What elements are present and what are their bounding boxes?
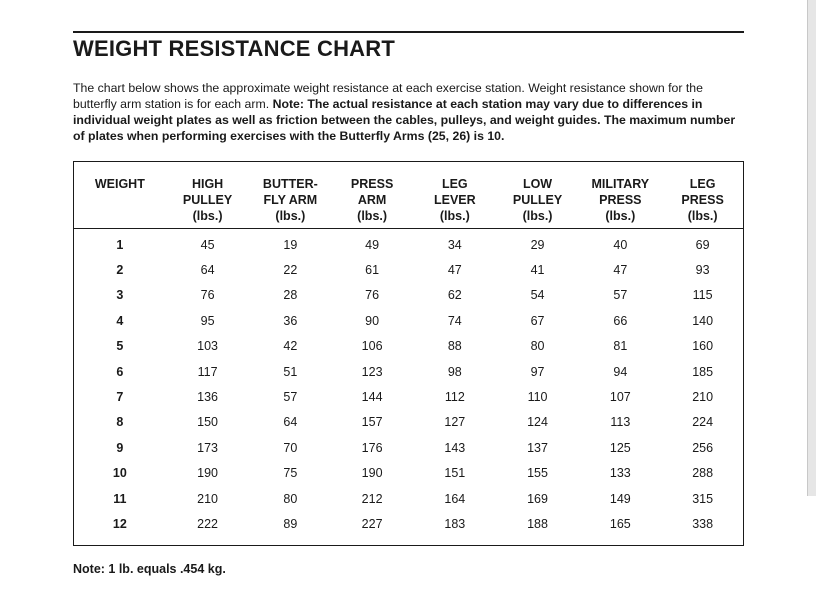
column-header bbox=[249, 162, 331, 229]
intro-paragraph bbox=[73, 80, 744, 144]
resistance-cell: 157 bbox=[361, 415, 383, 430]
resistance-cell: 76 bbox=[365, 288, 380, 303]
resistance-cell: 57 bbox=[283, 390, 298, 405]
resistance-cell: 165 bbox=[609, 516, 631, 531]
resistance-cell: 137 bbox=[527, 440, 548, 455]
table-row bbox=[74, 435, 743, 460]
resistance-cell: 315 bbox=[692, 491, 714, 506]
resistance-cell: 125 bbox=[609, 440, 631, 455]
resistance-cell: 164 bbox=[444, 491, 466, 506]
resistance-cell: 74 bbox=[447, 313, 462, 328]
resistance-cell: 94 bbox=[613, 364, 628, 379]
resistance-cell: 51 bbox=[283, 364, 298, 379]
column-header-line: PULLEY bbox=[512, 193, 563, 207]
column-header-line: (lbs.) bbox=[687, 209, 718, 223]
column-header-line: BUTTER- bbox=[262, 177, 318, 191]
resistance-cell: 54 bbox=[530, 288, 545, 303]
column-header bbox=[413, 162, 497, 229]
weight-cell: 5 bbox=[116, 339, 124, 354]
resistance-cell: 107 bbox=[609, 390, 631, 405]
resistance-cell: 76 bbox=[200, 288, 215, 303]
resistance-cell: 34 bbox=[447, 237, 462, 252]
page-title: WEIGHT RESISTANCE CHART bbox=[73, 36, 395, 61]
resistance-cell: 64 bbox=[200, 263, 215, 278]
resistance-cell: 288 bbox=[692, 466, 714, 481]
table-row bbox=[74, 384, 743, 409]
weight-cell: 11 bbox=[113, 491, 127, 506]
column-header-line: PRESS bbox=[599, 193, 642, 207]
resistance-cell: 47 bbox=[447, 263, 462, 278]
weight-cell: 7 bbox=[116, 390, 124, 405]
weight-cell: 1 bbox=[116, 237, 124, 252]
resistance-cell: 123 bbox=[361, 364, 383, 379]
resistance-cell: 136 bbox=[197, 390, 218, 405]
resistance-cell: 212 bbox=[361, 491, 383, 506]
resistance-cell: 80 bbox=[283, 491, 298, 506]
table-row bbox=[74, 359, 743, 384]
column-header bbox=[74, 162, 166, 229]
resistance-cell: 144 bbox=[361, 390, 383, 405]
column-header-line: PRESS bbox=[681, 193, 724, 207]
resistance-cell: 227 bbox=[361, 516, 383, 531]
resistance-cell: 210 bbox=[197, 491, 218, 506]
resistance-cell: 188 bbox=[527, 516, 548, 531]
column-header-line: MILITARY bbox=[591, 177, 650, 191]
column-header-line: (lbs.) bbox=[275, 209, 306, 223]
column-header-line: (lbs.) bbox=[605, 209, 636, 223]
resistance-cell: 29 bbox=[530, 237, 545, 252]
column-header-line: WEIGHT bbox=[94, 177, 145, 191]
resistance-cell: 210 bbox=[692, 390, 714, 405]
column-header-line: (lbs.) bbox=[439, 209, 470, 223]
resistance-cell: 36 bbox=[283, 313, 298, 328]
resistance-cell: 143 bbox=[444, 440, 466, 455]
resistance-cell: 338 bbox=[692, 516, 714, 531]
conversion-footnote: Note: 1 lb. equals .454 kg. bbox=[73, 562, 226, 576]
page-edge-strip bbox=[807, 0, 816, 496]
resistance-cell: 117 bbox=[197, 364, 218, 379]
resistance-cell: 176 bbox=[361, 440, 383, 455]
resistance-cell: 106 bbox=[361, 339, 383, 354]
resistance-cell: 124 bbox=[527, 415, 548, 430]
resistance-cell: 115 bbox=[692, 288, 713, 303]
resistance-cell: 173 bbox=[197, 440, 218, 455]
resistance-cell: 110 bbox=[527, 390, 548, 405]
table-row bbox=[74, 410, 743, 435]
resistance-cell: 62 bbox=[447, 288, 462, 303]
resistance-cell: 169 bbox=[527, 491, 548, 506]
resistance-cell: 69 bbox=[695, 237, 710, 252]
table-header-row bbox=[74, 162, 743, 229]
resistance-cell: 160 bbox=[692, 339, 714, 354]
resistance-cell: 45 bbox=[200, 237, 215, 252]
resistance-cell: 49 bbox=[365, 237, 380, 252]
weight-cell: 9 bbox=[116, 440, 124, 455]
weight-cell: 8 bbox=[116, 415, 124, 430]
resistance-cell: 151 bbox=[444, 466, 466, 481]
table-row bbox=[74, 283, 743, 308]
resistance-cell: 190 bbox=[197, 466, 218, 481]
resistance-cell: 93 bbox=[695, 263, 710, 278]
resistance-cell: 185 bbox=[692, 364, 714, 379]
column-header-line: PULLEY bbox=[182, 193, 233, 207]
table-row bbox=[74, 334, 743, 359]
table-row bbox=[74, 511, 743, 536]
table-row bbox=[74, 229, 743, 258]
table-row bbox=[74, 486, 743, 511]
resistance-cell: 66 bbox=[613, 313, 628, 328]
column-header-line: FLY ARM bbox=[263, 193, 318, 207]
resistance-cell: 22 bbox=[283, 263, 298, 278]
column-header-line: HIGH bbox=[191, 177, 224, 191]
resistance-cell: 75 bbox=[283, 466, 298, 481]
table-row bbox=[74, 257, 743, 282]
resistance-cell: 81 bbox=[613, 339, 628, 354]
weight-cell: 12 bbox=[112, 516, 127, 531]
column-header bbox=[662, 162, 743, 229]
resistance-cell: 127 bbox=[444, 415, 466, 430]
intro-note: Note: The actual resistance at each station may vary due to differences in individual weight plates as well as friction between the cables, pulleys, and weight guides. The maximum number of plates when performing exercises with the Butterfly Arms (25, 26) is 10. bbox=[73, 97, 736, 143]
column-header-line: LEG bbox=[689, 177, 716, 191]
resistance-table bbox=[74, 162, 743, 537]
resistance-cell: 70 bbox=[283, 440, 298, 455]
weight-cell: 3 bbox=[116, 288, 124, 303]
resistance-cell: 256 bbox=[692, 440, 714, 455]
resistance-cell: 19 bbox=[283, 237, 298, 252]
resistance-cell: 80 bbox=[530, 339, 545, 354]
column-header-line: ARM bbox=[357, 193, 387, 207]
table-row bbox=[74, 308, 743, 333]
column-header bbox=[331, 162, 413, 229]
weight-cell: 4 bbox=[116, 313, 124, 328]
column-header-line: LOW bbox=[522, 177, 553, 191]
resistance-cell: 97 bbox=[530, 364, 545, 379]
column-header bbox=[166, 162, 250, 229]
resistance-cell: 133 bbox=[609, 466, 631, 481]
resistance-table-frame bbox=[73, 161, 744, 546]
weight-cell: 2 bbox=[116, 263, 124, 278]
weight-cell: 6 bbox=[116, 364, 124, 379]
resistance-cell: 47 bbox=[613, 263, 628, 278]
resistance-cell: 42 bbox=[283, 339, 298, 354]
resistance-cell: 113 bbox=[610, 415, 631, 430]
resistance-cell: 112 bbox=[444, 390, 465, 405]
resistance-cell: 103 bbox=[197, 339, 218, 354]
resistance-cell: 190 bbox=[361, 466, 383, 481]
resistance-cell: 67 bbox=[530, 313, 545, 328]
resistance-cell: 57 bbox=[613, 288, 628, 303]
resistance-cell: 149 bbox=[609, 491, 631, 506]
column-header-line: (lbs.) bbox=[192, 209, 223, 223]
title-rule bbox=[73, 31, 744, 33]
resistance-cell: 89 bbox=[283, 516, 298, 531]
resistance-cell: 183 bbox=[444, 516, 466, 531]
column-header bbox=[578, 162, 662, 229]
column-header-line: LEG bbox=[441, 177, 468, 191]
resistance-cell: 222 bbox=[197, 516, 218, 531]
resistance-cell: 150 bbox=[197, 415, 218, 430]
resistance-cell: 90 bbox=[365, 313, 380, 328]
table-row bbox=[74, 461, 743, 486]
intro-text: The chart below shows the approximate weight resistance at each exercise station. Weight resistance shown for the butterfly arm station is for each arm. bbox=[73, 81, 703, 111]
resistance-cell: 155 bbox=[527, 466, 548, 481]
column-header-line: PRESS bbox=[350, 177, 394, 191]
resistance-cell: 98 bbox=[447, 364, 462, 379]
column-header-line: LEVER bbox=[433, 193, 476, 207]
document-page bbox=[73, 31, 744, 576]
column-header-line: (lbs.) bbox=[357, 209, 388, 223]
resistance-cell: 41 bbox=[530, 263, 545, 278]
resistance-cell: 88 bbox=[447, 339, 462, 354]
column-header-line: (lbs.) bbox=[522, 209, 553, 223]
resistance-cell: 28 bbox=[283, 288, 298, 303]
resistance-cell: 61 bbox=[365, 263, 380, 278]
resistance-cell: 64 bbox=[283, 415, 298, 430]
resistance-cell: 40 bbox=[613, 237, 628, 252]
resistance-cell: 95 bbox=[200, 313, 215, 328]
column-header bbox=[497, 162, 579, 229]
table-body bbox=[74, 229, 743, 537]
weight-cell: 10 bbox=[112, 466, 127, 481]
resistance-cell: 224 bbox=[692, 415, 714, 430]
resistance-cell: 140 bbox=[692, 313, 714, 328]
